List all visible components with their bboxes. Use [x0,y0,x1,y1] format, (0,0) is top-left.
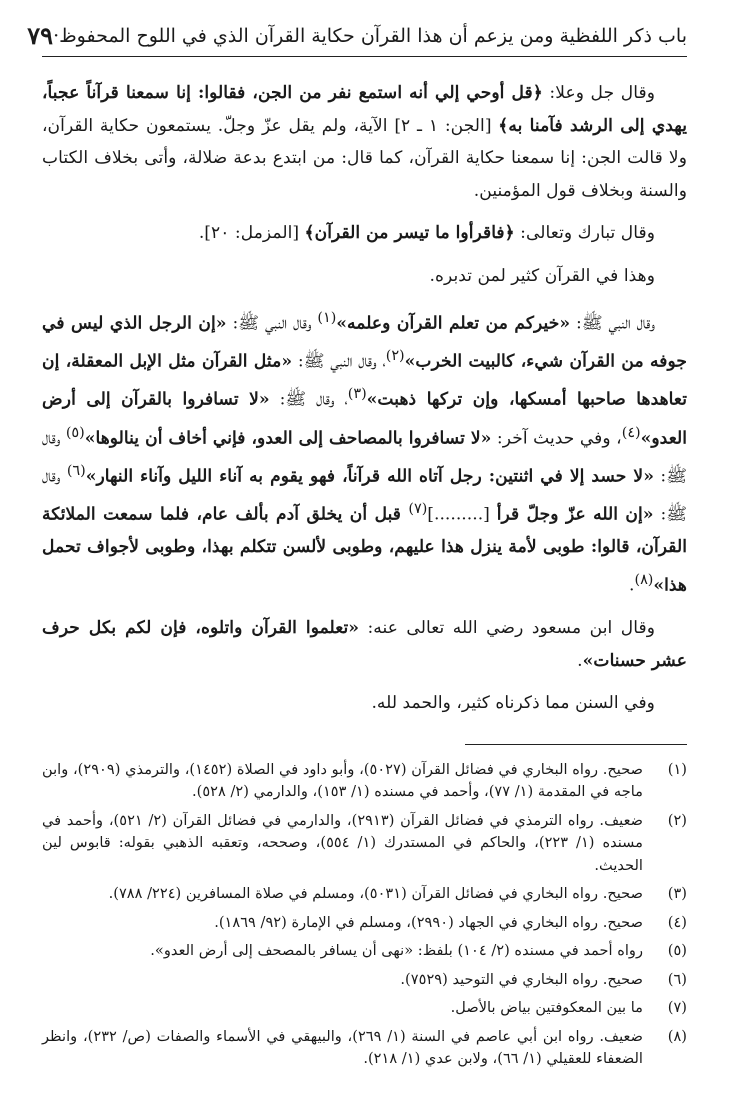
paragraph-muzzammil-verse: وقال تبارك وتعالى: ﴿فاقرأوا ما تيسر من القرآن﴾ [المزمل: ٢٠]. [198,223,655,243]
hadith-text: «خيركم من تعلم القرآن وعلمه» [336,313,571,334]
footnote [42,997,687,1020]
footnote-ref: (٥) [65,424,85,441]
footnote-number: (٥) [667,942,687,960]
footnote-ref: (٧) [408,501,428,518]
footnote-text: رواه أحمد في مسنده (٢/ ١٠٤) بلفظ: «نهى أن يسافر بالمصحف إلى أرض العدو». [150,942,643,960]
hadith-text: قبل أن يخلق آدم بألف عام، فلما سمعت الملائكة القرآن، قالوا: طوبى لأمة ينزل هذا عليهم، وطوبى لألسن تتكلم بهذا، وطوبى لأجواف تحمل هذا» [42,504,687,596]
lacuna-marker: [.........] [427,504,497,525]
footnote-number: (٧) [667,999,687,1017]
paragraph-jinn-verse: وقال جل وعلا: ﴿قل أوحي إلي أنه استمع نفر من الجن، فقالوا: إنا سمعنا قرآناً عجباً، يهدي إلى الرشد فآمنا به﴾ [الجن: ١ ـ ٢] الآية، ولم يقل عزّ وجلّ. يستمعون حكاية القرآن، ولا قالت الجن: إنا سمعنا حكاية القرآن، كما قال: من ابتدع بدعة ضلالة، وأتى بخلاف الكتاب والسنة وبخلاف قول المؤمنين. [42,83,688,201]
footnote-number: (٦) [667,970,687,988]
footnote [42,759,687,804]
footnote [42,940,687,963]
footnote-number: (٢) [667,811,687,829]
footnote-text: ضعيف. رواه الترمذي في فضائل القرآن (٢٩١٣)، والدارمي في فضائل القرآن (٢/ ٥٢١)، وأحمد في مسنده (١/ ٢٢٣)، والحاكم في المستدرك (١/ ٥٥٤)، وصححه، وتعقبه الذهبي بقوله: قابوس لين الحديث. [42,811,644,874]
footnote-ref: (٣) [347,386,367,403]
page-number: ٧٩ [27,21,54,50]
footnote-ref: (٦) [66,462,86,479]
main-text [42,77,687,720]
footnote-text: صحيح. رواه البخاري في التوحيد (٧٥٢٩). [400,970,643,988]
hadith-text: «إن الله عزّ وجلّ قرأ [496,504,654,525]
footnote-number: (١) [667,760,687,778]
footnote-text: ما بين المعكوفتين بياض بالأصل. [450,999,643,1017]
quran-quote: ﴿قل أوحي إلي أنه استمع نفر من الجن، فقالوا: إنا سمعنا قرآناً عجباً، يهدي إلى الرشد فآمنا به﴾ [42,83,688,136]
hadith-text: «مثل القرآن مثل الإبل المعقلة، إن تعاهدها صاحبها أمسكها، وإن تركها ذهبت» [42,351,687,411]
hadith-text: «لا تسافروا بالقرآن إلى أرض العدو» [42,390,687,449]
running-header [27,21,687,57]
footnote [42,810,687,878]
footnote-ref: (٨) [634,571,654,588]
footnote [42,912,687,935]
paragraph-reflection: وهذا في القرآن كثير لمن تدبره. [429,265,655,286]
hadith-text: «تعلموا القرآن واتلوه، فإن لكم بكل حرف عشر حسنات» [42,618,687,671]
hadith-text: «لا تسافروا بالمصاحف إلى العدو، فإني أخاف أن ينالوها» [84,428,492,449]
footnote [42,1026,687,1071]
footnote [42,969,687,992]
quran-quote: ﴿فاقرأوا ما تيسر من القرآن﴾ [304,223,515,243]
footnote-text: صحيح. رواه البخاري في فضائل القرآن (٥٠٣١)، ومسلم في صلاة المسافرين (٢٢٤/ ٧٨٨). [108,885,643,903]
hadith-text: «إن الرجل الذي ليس في جوفه من القرآن شيء، كالبيت الخرب» [42,313,687,372]
footnote-number: (٤) [667,913,687,931]
footnote-number: (٣) [667,885,687,903]
footnotes [42,759,687,1071]
running-header-title: باب ذكر اللفظية ومن يزعم أن هذا القرآن حكاية القرآن الذي في اللوح المحفوظ· [53,25,687,47]
footnote-separator [465,744,687,745]
footnote-ref: (١) [317,310,337,326]
footnote-text: ضعيف. رواه ابن أبي عاصم في السنة (١/ ٢٦٩)، والبيهقي في الأسماء والصفات (ص/ ٢٣٢)، وانظر الضعفاء للعقيلي (١/ ٦٦)، ولابن عدي (١/ ٢١٨). [42,1027,643,1068]
footnote-text: صحيح. رواه البخاري في فضائل القرآن (٥٠٢٧)، وأبو داود في الصلاة (١٤٥٢)، والترمذي (٢٩٠٩)، وابن ماجه في المقدمة (١/ ٧٧)، وأحمد في مسنده (١/ ١٥٣)، والدارمي (٢/ ٥٢٨). [42,760,644,801]
footnote [42,883,687,906]
footnote-text: صحيح. رواه البخاري في الجهاد (٢٩٩٠)، ومسلم في الإمارة (٩٢/ ١٨٦٩). [214,913,643,931]
footnote-ref: (٤) [621,424,641,441]
paragraph-hadiths: وقال النبي ﷺ: «خيركم من تعلم القرآن وعلمه»$^{(١)}$ وقال النبي ﷺ: «إن الرجل الذي ليس في جوفه من القرآن شيء، كالبيت الخرب»$^{(٢)}$، وقال النبي ﷺ: «مثل القرآن مثل الإبل المعقلة، إن تعاهدها صاحبها أمسكها، وإن تركها ذهبت»$^{(٣)}$، وقال ﷺ: «لا تسافروا بالقرآن إلى أرض العدو»$^{(٤)}$، وفي حديث آخر: «لا تسافروا بالمصاحف إلى العدو، فإني أخاف أن ينالوها»$^{(٥)}$ وقال ﷺ: «لا حسد إلا في اثنتين: رجل آتاه الله قرآناً، فهو يقوم به آناء الليل وآناء النهار»$^{(٦)}$ وقال ﷺ: «إن الله عزّ وجلّ قرأ [.........]$^{(٧)}$ قبل أن يخلق آدم بألف عام، فلما سمعت الملائكة القرآن، قالوا: طوبى لأمة ينزل هذا عليهم، وطوبى لألسن تتكلم بهذا، وطوبى لأجواف تحمل هذا»$^{(٨)}$. [42,310,687,596]
paragraph-ibn-masud: وقال ابن مسعود رضي الله تعالى عنه: «تعلموا القرآن واتلوه، فإن لكم بكل حرف عشر حسنات». [42,618,687,671]
hadith-text: «لا حسد إلا في اثنتين: رجل آتاه الله قرآناً، فهو يقوم به آناء الليل وآناء النهار» [85,466,654,487]
footnote-ref: (٢) [385,348,405,365]
paragraph-closing: وفي السنن مما ذكرناه كثير، والحمد لله. [371,693,655,714]
footnote-number: (٨) [667,1027,687,1045]
